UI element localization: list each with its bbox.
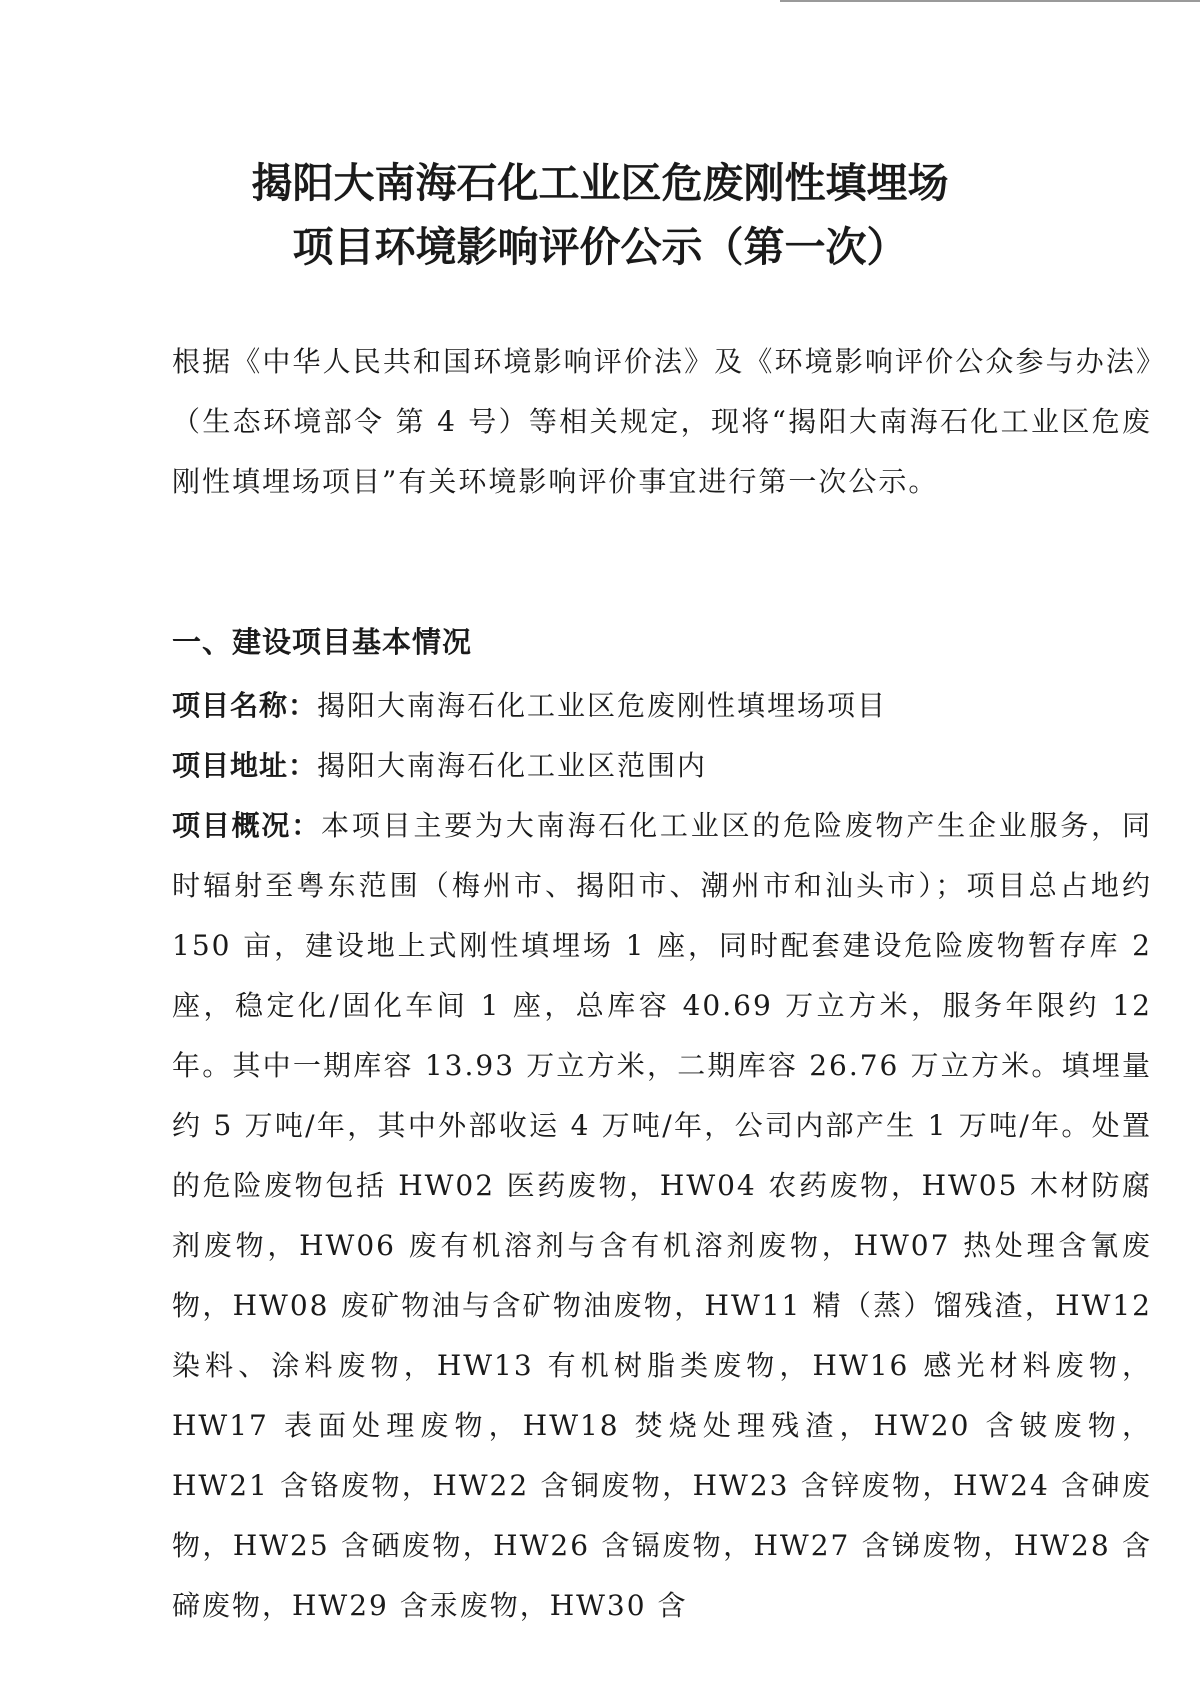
project-name-field — [112, 676, 1152, 736]
project-address-label: 项目地址： — [172, 749, 318, 782]
document-title-line-1: 揭阳大南海石化工业区危废刚性填埋场 — [251, 159, 949, 207]
project-overview-label: 项目概况： — [172, 809, 322, 842]
project-overview-value: 本项目主要为大南海石化工业区的危险废物产生企业服务，同时辐射至粤东范围（梅州市、揭阳市、潮州市和汕头市）；项目总占地约 150 亩，建设地上式刚性填埋场 1 座，同时配套建设危险废物暂存库 2 座，稳定化/固化车间 1 座，总库容 40.69 万立方米，服务年限约 12 年。其中一期库容 13.93 万立方米，二期库容 26.76 万立方米。填埋量约 5 万吨/年，其中外部收运 4 万吨/年，公司内部产生 1 万吨/年。处置的危险废物包括 HW02 医药废物，HW04 农药废物，HW05 木材防腐剂废物，HW06 废有机溶剂与含有机溶剂废物，HW07 热处理含氰废物，HW08 废矿物油与含矿物油废物，HW11 精（蒸）馏残渣，HW12 染料、涂料废物，HW13 有机树脂类废物，HW16 感光材料废物，HW17 表面处理废物，HW18 焚烧处理残渣，HW20 含铍废物，HW21 含铬废物，HW22 含铜废物，HW23 含锌废物，HW24 含砷废物，HW25 含硒废物，HW26 含镉废物，HW27 含锑废物，HW28 含碲废物，HW29 含汞废物，HW30 含 — [172, 809, 1152, 1622]
scan-edge-line — [780, 0, 1200, 2]
project-name-value: 揭阳大南海石化工业区危废刚性填埋场项目 — [317, 689, 888, 722]
project-address-field — [112, 736, 1152, 796]
document-title-line-2: 项目环境影响评价公示（第一次） — [292, 223, 908, 271]
section-heading-basic-info: 一、建设项目基本情况 — [172, 625, 473, 659]
intro-paragraph: 根据《中华人民共和国环境影响评价法》及《环境影响评价公众参与办法》（生态环境部令 第 4 号）等相关规定，现将“揭阳大南海石化工业区危废刚性填埋场项目”有关环境影响评价事宜进行第一次公示。 — [172, 345, 1152, 498]
project-address-value: 揭阳大南海石化工业区范围内 — [317, 749, 708, 782]
project-overview-field — [112, 796, 1152, 1636]
project-name-label: 项目名称： — [172, 689, 318, 722]
